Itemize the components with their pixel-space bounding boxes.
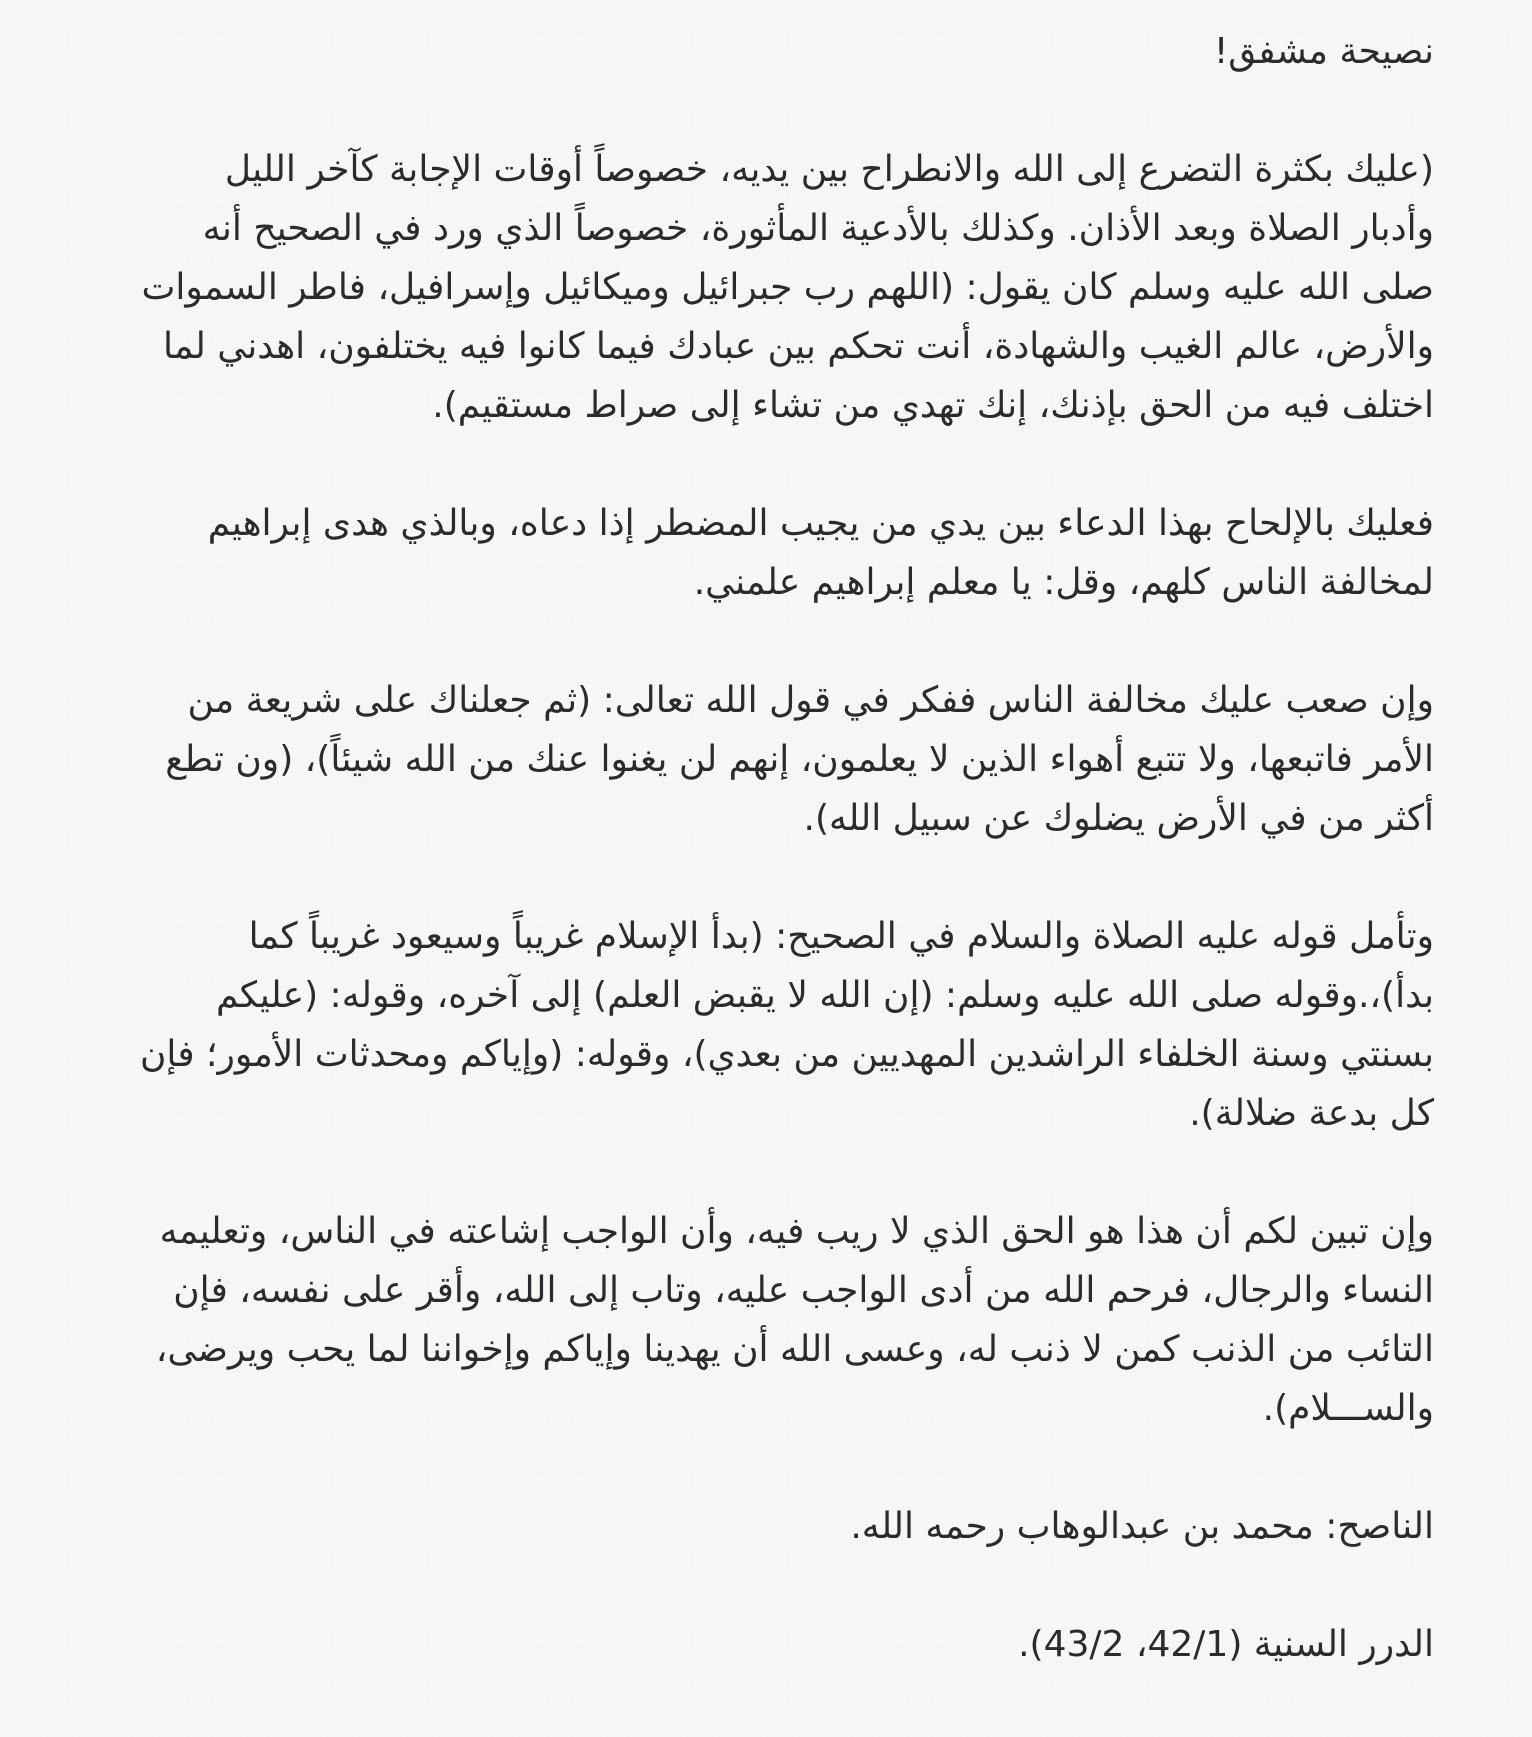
paragraph-quranic-reflection: وإن صعب عليك مخالفة الناس ففكر في قول الله تعالى: (ثم جعلناك على شريعة من الأمر فاتبعها، ولا تتبع أهواء الذين لا يعلمون، إنهم لن يغنوا عنك من الله شيئاً)، (ون تطع أكثر من في الأرض يضلوك عن سبيل الله). [165, 680, 1434, 839]
paragraph-hadith-reflection: وتأمل قوله عليه الصلاة والسلام في الصحيح: (بدأ الإسلام غريباً وسيعود غريباً كما بدأ)،.وقوله صلى الله عليه وسلم: (إن الله لا يقبض العلم) إلى آخره، وقوله: (عليكم بسنتي وسنة الخلفاء الراشدين المهديين من بعدي)، وقوله: (وإياكم ومحدثات الأمور؛ فإن كل بدعة ضلالة). [139, 916, 1434, 1134]
document-title: نصيحة مشفق! [1213, 31, 1434, 72]
source-citation: الدرر السنية (42/1، 43/2). [1018, 1624, 1434, 1665]
paragraph-supplication: (عليك بكثرة التضرع إلى الله والانطراح بين يديه، خصوصاً أوقات الإجابة كآخر الليل وأدبار الصلاة وبعد الأذان. وكذلك بالأدعية المأثورة، خصوصاً الذي ورد في الصحيح أنه صلى الله عليه وسلم كان يقول: (اللهم رب جبرائيل وميكائيل وإسرافيل، فاطر السموات والأرض، عالم الغيب والشهادة، أنت تحكم بين عبادك فيما كانوا فيه يختلفون، اهدني لما اختلف فيه من الحق بإذنك، إنك تهدي من تشاء إلى صراط مستقيم). [141, 149, 1434, 426]
paragraph-conclusion: وإن تبين لكم أن هذا هو الحق الذي لا ريب فيه، وأن الواجب إشاعته في الناس، وتعليمه النساء والرجال، فرحم الله من أدى الواجب عليه، وتاب إلى الله، وأقر على نفسه، فإن التائب من الذنب كمن لا ذنب له، وعسى الله أن يهدينا وإياكم وإخواننا لما يحب ويرضى، والســـلام). [155, 1211, 1434, 1429]
paragraph-persistence: فعليك بالإلحاح بهذا الدعاء بين يدي من يجيب المضطر إذا دعاه، وبالذي هدى إبراهيم لمخالفة الناس كلهم، وقل: يا معلم إبراهيم علمني. [207, 503, 1434, 603]
text-column [134, 22, 1434, 1674]
advisor-attribution: الناصح: محمد بن عبدالوهاب رحمه الله. [850, 1506, 1434, 1547]
